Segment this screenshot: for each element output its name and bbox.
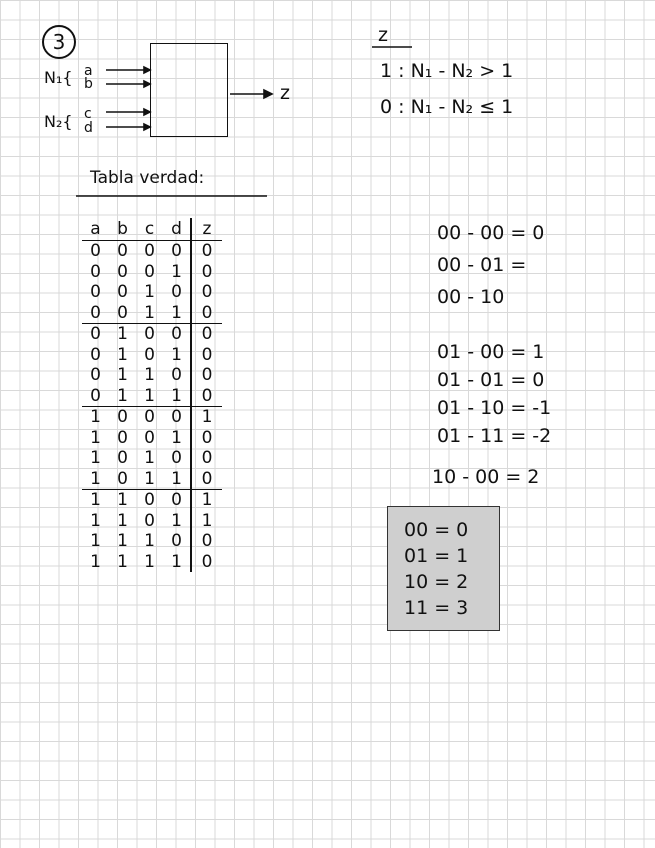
table-cell-z: 0 [191, 448, 222, 469]
table-cell-d: 0 [171, 324, 182, 345]
table-cell-c: 0 [144, 490, 155, 511]
table-cell-d: 0 [171, 448, 182, 469]
table-cell-c: 0 [144, 261, 155, 282]
table-cell-a: 0 [90, 324, 101, 345]
table-cell-a: 0 [82, 386, 109, 407]
spec-z-header: z [378, 24, 388, 46]
table-cell-z: 0 [191, 531, 222, 552]
table-row [82, 365, 222, 386]
n2-label: N₂{ [44, 112, 73, 131]
truth-table [82, 218, 222, 572]
table-row [82, 469, 222, 490]
calc-group-3: 10 - 00 = 2 [432, 466, 540, 488]
table-cell-a: 0 [90, 282, 101, 303]
table-cell-a: 1 [90, 427, 101, 448]
table-cell-d: 1 [171, 551, 182, 572]
table-cell-d: 0 [171, 282, 182, 303]
encoding-box [387, 506, 500, 631]
col-c-header: c [136, 218, 163, 241]
calc-line: 01 - 11 = -2 [437, 425, 552, 447]
table-cell-z: 0 [191, 386, 222, 407]
table-cell-z: 1 [191, 407, 222, 428]
table-cell-b: 1 [109, 386, 136, 407]
table-cell-a: 1 [90, 490, 101, 511]
calc-group-1 [437, 224, 544, 320]
table-cell-d: 1 [163, 469, 191, 490]
table-cell-z: 0 [191, 469, 222, 490]
table-cell-a: 1 [82, 469, 109, 490]
table-cell-a: 1 [90, 531, 101, 552]
table-cell-b: 1 [117, 510, 128, 531]
col-z-header: z [191, 218, 222, 241]
col-b-header: b [109, 218, 136, 241]
table-cell-a: 0 [90, 241, 101, 262]
table-cell-a: 1 [90, 551, 101, 572]
table-row [82, 345, 222, 366]
output-z: z [280, 82, 290, 104]
table-cell-b: 1 [117, 365, 128, 386]
table-cell-z: 0 [191, 324, 222, 345]
calc-group-2 [437, 343, 551, 455]
encoding-line: 00 = 0 [404, 519, 469, 541]
table-cell-d: 0 [171, 490, 182, 511]
table-cell-a: 1 [90, 407, 101, 428]
table-cell-b: 0 [117, 448, 128, 469]
table-cell-b: 0 [109, 303, 136, 324]
table-cell-z: 1 [191, 490, 222, 511]
table-cell-d: 1 [163, 303, 191, 324]
table-cell-d: 1 [171, 427, 182, 448]
table-cell-z: 0 [191, 262, 222, 283]
table-cell-d: 0 [171, 407, 182, 428]
table-cell-c: 0 [144, 324, 155, 345]
table-cell-c: 0 [144, 407, 155, 428]
table-cell-d: 1 [171, 510, 182, 531]
table-cell-b: 0 [117, 261, 128, 282]
table-cell-b: 1 [117, 490, 128, 511]
table-cell-b: 1 [117, 324, 128, 345]
calc-line: 00 - 01 = [437, 254, 527, 276]
table-cell-c: 0 [144, 344, 155, 365]
table-cell-b: 0 [109, 469, 136, 490]
table-row [82, 407, 222, 428]
col-a-header: a [82, 218, 109, 241]
table-row [82, 241, 222, 262]
table-cell-a: 1 [90, 510, 101, 531]
table-row [82, 324, 222, 345]
n1-label: N₁{ [44, 68, 73, 87]
table-cell-a: 0 [90, 365, 101, 386]
table-cell-z: 0 [191, 241, 222, 262]
encoding-line: 11 = 3 [404, 597, 469, 619]
table-cell-c: 1 [136, 469, 163, 490]
table-row [82, 448, 222, 469]
table-cell-c: 1 [136, 303, 163, 324]
table-row [82, 262, 222, 283]
table-cell-b: 0 [117, 282, 128, 303]
calc-line: 01 - 00 = 1 [437, 341, 545, 363]
table-cell-b: 0 [117, 407, 128, 428]
table-row [82, 303, 222, 324]
table-cell-a: 1 [90, 448, 101, 469]
problem-number: 3 [42, 25, 76, 59]
table-cell-c: 1 [136, 386, 163, 407]
table-cell-b: 1 [117, 551, 128, 572]
table-cell-b: 0 [117, 427, 128, 448]
spec-rule-0: 0 : N₁ - N₂ ≤ 1 [380, 96, 514, 118]
table-row [82, 386, 222, 407]
table-cell-d: 0 [171, 241, 182, 262]
calc-line: 01 - 01 = 0 [437, 369, 545, 391]
table-cell-d: 0 [171, 365, 182, 386]
table-cell-c: 0 [144, 427, 155, 448]
col-d-header: d [163, 218, 191, 241]
table-row [82, 531, 222, 552]
table-cell-b: 0 [117, 241, 128, 262]
table-cell-a: 0 [90, 344, 101, 365]
encoding-line: 10 = 2 [404, 571, 469, 593]
table-row [82, 552, 222, 573]
encoding-line: 01 = 1 [404, 545, 469, 567]
table-cell-d: 0 [171, 531, 182, 552]
table-cell-d: 1 [163, 386, 191, 407]
table-cell-b: 1 [117, 531, 128, 552]
input-a: a [84, 63, 93, 79]
table-cell-z: 1 [191, 511, 222, 532]
table-cell-a: 0 [90, 261, 101, 282]
input-b: b [84, 76, 93, 92]
input-d: d [84, 120, 93, 136]
calc-line: 00 - 00 = 0 [437, 222, 545, 244]
spec-rule-1: 1 : N₁ - N₂ > 1 [380, 60, 514, 82]
input-c: c [84, 106, 92, 122]
table-cell-c: 1 [144, 365, 155, 386]
table-cell-d: 1 [171, 261, 182, 282]
table-cell-z: 0 [191, 552, 222, 573]
table-cell-z: 0 [191, 428, 222, 449]
table-cell-c: 0 [144, 241, 155, 262]
table-cell-z: 0 [191, 345, 222, 366]
table-title: Tabla verdad: [90, 168, 205, 188]
table-cell-c: 1 [144, 282, 155, 303]
table-cell-b: 1 [117, 344, 128, 365]
table-cell-d: 1 [171, 344, 182, 365]
table-cell-a: 0 [82, 303, 109, 324]
table-row [82, 511, 222, 532]
table-row [82, 282, 222, 303]
table-cell-z: 0 [191, 365, 222, 386]
table-cell-c: 0 [144, 510, 155, 531]
table-cell-c: 1 [144, 531, 155, 552]
table-cell-c: 1 [144, 551, 155, 572]
table-cell-z: 0 [191, 303, 222, 324]
table-cell-z: 0 [191, 282, 222, 303]
calc-line: 00 - 10 [437, 286, 505, 308]
table-row [82, 490, 222, 511]
table-row [82, 428, 222, 449]
table-cell-c: 1 [144, 448, 155, 469]
calc-line: 01 - 10 = -1 [437, 397, 552, 419]
